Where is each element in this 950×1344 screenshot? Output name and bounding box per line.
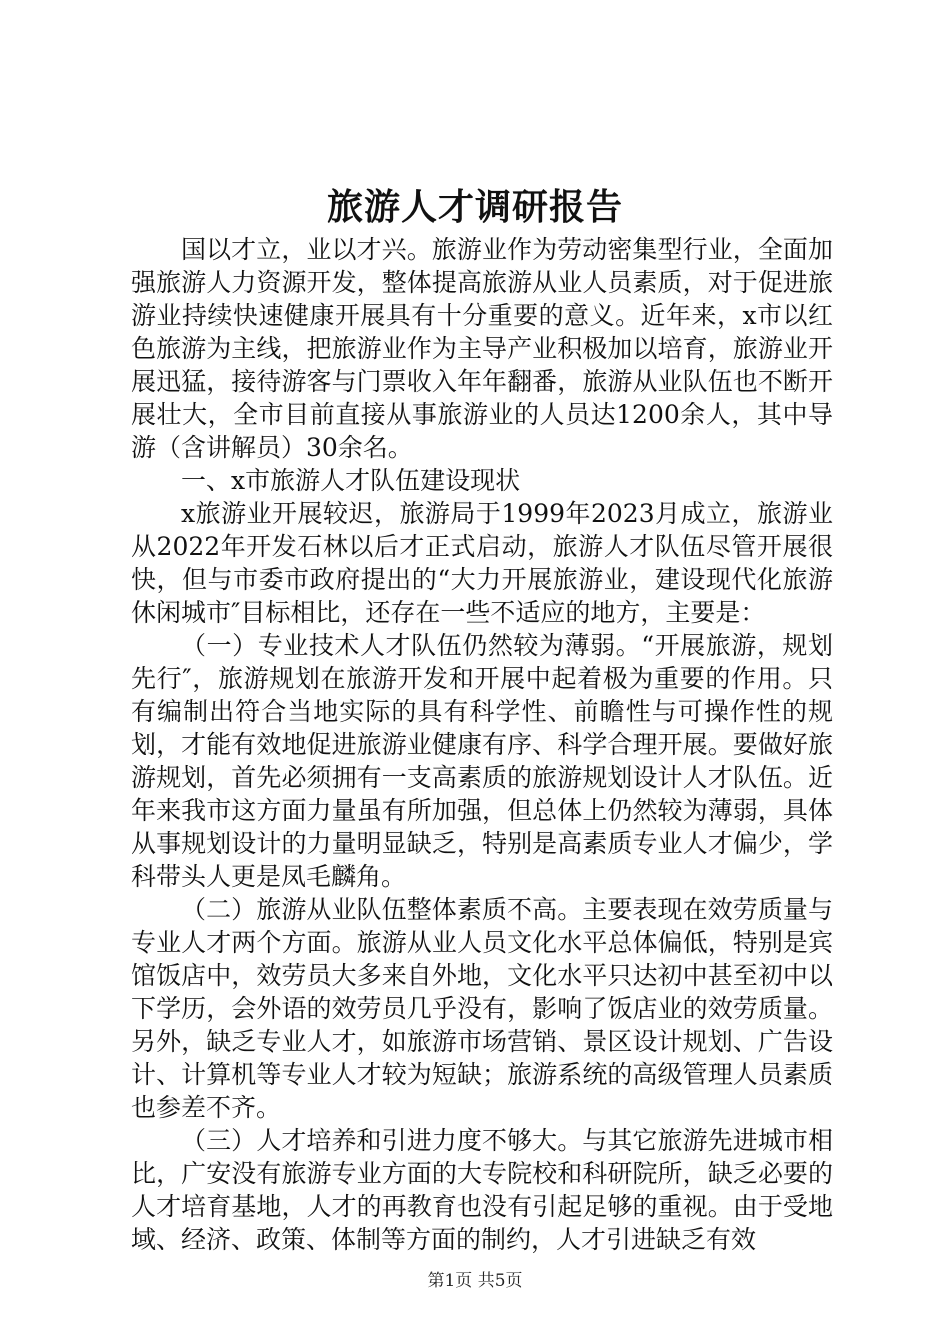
- paragraph-point-1: （一）专业技术人才队伍仍然较为薄弱。“开展旅游，规划先行″，旅游规划在旅游开发和开展中起着极为重要的作用。只有编制出符合当地实际的具有科学性、前瞻性与可操作性的规划，才能有效地促进旅游业健康有序、科学合理开展。要做好旅游规划，首先必须拥有一支高素质的旅游规划设计人才队伍。近年来我市这方面力量虽有所加强，但总体上仍然较为薄弱，具体从事规划设计的力量明显缺乏，特别是高素质专业人才偏少，学科带头人更是凤毛麟角。: [131, 631, 833, 891]
- paragraph-intro: 国以才立，业以才兴。旅游业作为劳动密集型行业，全面加强旅游人力资源开发，整体提高旅游从业人员素质，对于促进旅游业持续快速健康开展具有十分重要的意义。近年来，x市以红色旅游为主线，把旅游业作为主导产业积极加以培育，旅游业开展迅猛，接待游客与门票收入年年翻番，旅游从业队伍也不断开展壮大，全市目前直接从事旅游业的人员达1200余人，其中导游（含讲解员）30余名。: [131, 235, 833, 462]
- paragraph-point-2: （二）旅游从业队伍整体素质不高。主要表现在效劳质量与专业人才两个方面。旅游从业人员文化水平总体偏低，特别是宾馆饭店中，效劳员大多来自外地，文化水平只达初中甚至初中以下学历，会外语的效劳员几乎没有，影响了饭店业的效劳质量。另外，缺乏专业人才，如旅游市场营销、景区设计规划、广告设计、计算机等专业人才较为短缺；旅游系统的高级管理人员素质也参差不齐。: [131, 895, 833, 1122]
- document-body: [131, 233, 833, 1256]
- document-title: 旅游人才调研报告: [326, 186, 623, 228]
- page-number-footer: 第1页 共5页: [427, 1271, 523, 1291]
- section-heading: 一、x市旅游人才队伍建设现状: [181, 466, 521, 495]
- paragraph-status: x旅游业开展较迟，旅游局于1999年2023月成立，旅游业从2022年开发石林以后才正式启动，旅游人才队伍尽管开展很快，但与市委市政府提出的“大力开展旅游业，建设现代化旅游休闲城市″目标相比，还存在一些不适应的地方，主要是：: [131, 499, 833, 627]
- paragraph-point-3: （三）人才培养和引进力度不够大。与其它旅游先进城市相比，广安没有旅游专业方面的大专院校和科研院所，缺乏必要的人才培育基地，人才的再教育也没有引起足够的重视。由于受地域、经济、政策、体制等方面的制约，人才引进缺乏有效: [131, 1126, 833, 1254]
